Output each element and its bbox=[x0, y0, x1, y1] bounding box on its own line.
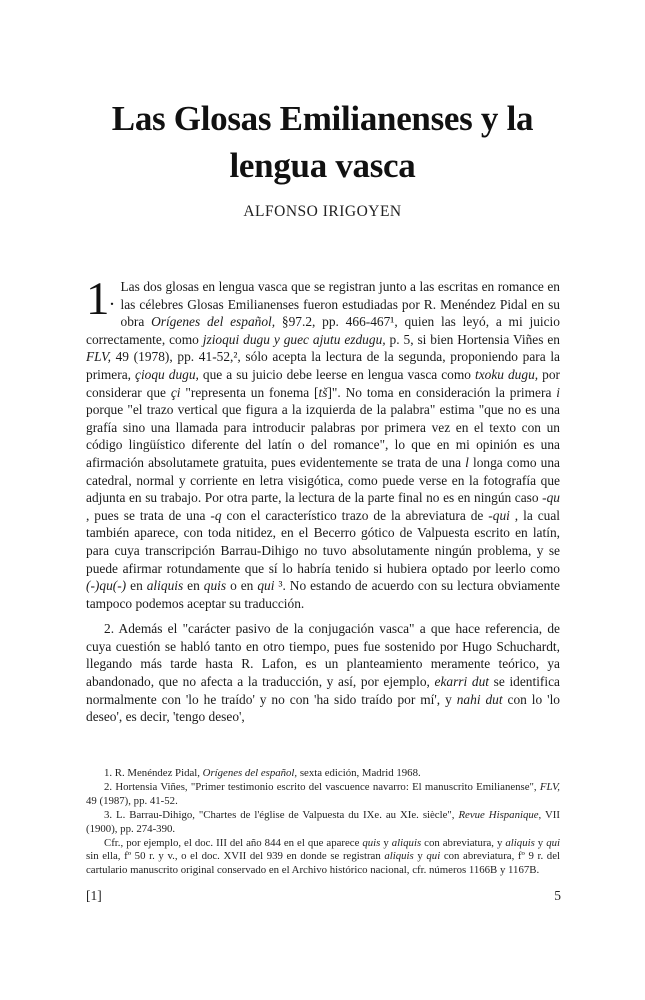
page-number: 5 bbox=[554, 888, 561, 903]
text-segment: con abreviatura, fº 9 r. del cartulario manuscrito original conservado en el Archivo histórico nacional, cfr. números 1166B y 1167B. bbox=[86, 850, 560, 877]
text-segment: ]". No toma en consideración la primera bbox=[327, 384, 557, 400]
text-segment: VII (1900), pp. 274-390. bbox=[86, 808, 560, 835]
italic-text-segment: FLV, bbox=[86, 349, 111, 365]
italic-text-segment: -qu bbox=[542, 490, 560, 506]
text-segment: , pues se trata de una bbox=[86, 507, 211, 523]
text-segment: ³. No estando de acuerdo con su lectura obviamente tampoco podemos aceptar su traducción. bbox=[86, 578, 560, 611]
italic-text-segment: nahi dut bbox=[456, 691, 503, 707]
text-segment: con lo 'lo deseo', es decir, 'tengo deseo', bbox=[86, 691, 560, 725]
paragraph-1 bbox=[86, 273, 561, 612]
text-segment: "representa un fonema [ bbox=[180, 384, 319, 400]
footnote bbox=[86, 767, 560, 781]
text-segment: 2. Además el "carácter pasivo de la conjugación vasca" a que hace referencia, de cuya cuestión se habló tanto en otro tiempo, pues fue sostenido por Hugo Schuchardt, llegando más tarde hasta R. Lafon, es un planteamiento meramente teórico, ya abandonado, que no afecta a la traducción, y así, por ejemplo, bbox=[86, 621, 560, 690]
text-segment: y bbox=[413, 850, 427, 863]
italic-text-segment: aliquis bbox=[146, 578, 184, 594]
italic-text-segment: txoku dugu, bbox=[474, 366, 539, 382]
footnote bbox=[86, 781, 560, 809]
text-segment: se identifica normalmente con 'lo he traído' y no con 'ha sido traído por mí', y bbox=[86, 674, 561, 707]
italic-text-segment: Orígenes del español, bbox=[151, 314, 276, 330]
italic-text-segment: aliquis bbox=[384, 850, 414, 863]
italic-text-segment: qui bbox=[257, 578, 275, 594]
text-segment: Las dos glosas en lengua vasca que se registran junto a las escritas en romance en las célebres Glosas Emilianenses fueron estudiadas por R. Menéndez Pidal en su obra bbox=[120, 279, 560, 330]
footnote bbox=[86, 809, 560, 837]
footnote bbox=[86, 837, 560, 879]
text-segment: o en bbox=[226, 578, 258, 594]
italic-text-segment: aliquis bbox=[391, 836, 422, 849]
author-name: ALFONSO IRIGOYEN bbox=[243, 203, 402, 220]
text-segment: 3. L. Barrau-Dihigo, "Chartes de l'église de Valpuesta du IXe. au XIe. siècle", bbox=[104, 808, 459, 821]
text-segment: y bbox=[534, 836, 547, 849]
text-segment: longa como una catedral, normal y corriente en letra visigótica, como puede verse en la fotografía que adjunta en su trabajo. Por otra parte, la lectura de la parte final no es en ningún caso bbox=[86, 454, 560, 506]
title-line-2: lengua vasca bbox=[229, 146, 416, 185]
italic-text-segment: i bbox=[556, 384, 561, 400]
italic-text-segment: aliquis bbox=[505, 836, 535, 849]
italic-text-segment: -q bbox=[210, 507, 222, 523]
footnotes bbox=[86, 767, 560, 878]
text-segment: que a su juicio debe leerse en lengua vasca como bbox=[198, 366, 475, 382]
italic-text-segment: -qui bbox=[488, 507, 510, 523]
italic-text-segment: (-)qu(-) bbox=[86, 578, 127, 594]
body-text bbox=[86, 273, 561, 726]
italic-text-segment: Orígenes del español, bbox=[202, 767, 298, 779]
italic-text-segment: qui bbox=[426, 850, 441, 863]
text-segment: en bbox=[183, 578, 204, 594]
italic-text-segment: FLV, bbox=[539, 780, 560, 793]
italic-text-segment: qui bbox=[546, 836, 560, 849]
text-segment: , la cual también aparece, con toda nitidez, en el Becerro gótico de Valpuesta escrito en latín, para cuya transcripción Barrau-Dihigo no tuvo absolutamente ningún problema, y se puede afirmar rotundamente que sí lo habría tenido si hubiera optado por leerlo como bbox=[86, 507, 560, 576]
text-segment: p. 5, si bien Hortensia Viñes en bbox=[385, 331, 560, 347]
italic-text-segment: ekarri dut bbox=[434, 674, 489, 690]
text-segment: 49 (1987), pp. 41-52. bbox=[86, 794, 178, 807]
text-segment: porque "el trazo vertical que figura a la izquierda de la palabra" estima "que no es una grafía sino una llamada para introducir palabras por primera vez en el texto con un código lingüístico diferente del latín o del romance", lo que en mi opinión es una afirmación absolutamete gratuita, pues evidentemente se trata de una bbox=[86, 402, 560, 470]
text-segment: y bbox=[380, 836, 392, 849]
italic-text-segment: Revue Hispanique, bbox=[458, 808, 542, 821]
text-segment: 49 (1978), pp. 41-52,², sólo acepta la lectura de la segunda, proponiendo para la primera, bbox=[86, 349, 560, 382]
article-title bbox=[60, 95, 585, 189]
text-segment: sexta edición, Madrid 1968. bbox=[297, 767, 421, 779]
title-line-1: Las Glosas Emilianenses y la bbox=[111, 99, 534, 138]
italic-text-segment: quis bbox=[203, 578, 227, 594]
italic-text-segment: jzioqui dugu y guec ajutu ezdugu, bbox=[202, 331, 386, 347]
text-segment: con abreviatura, y bbox=[421, 836, 506, 849]
italic-text-segment: çioqu dugu, bbox=[135, 366, 199, 382]
dropcap-dot: . bbox=[109, 288, 115, 310]
page-marker: [1] bbox=[86, 888, 102, 903]
text-segment: 2. Hortensia Viñes, "Primer testimonio escrito del vascuence navarro: El manuscrito Emilianense", bbox=[104, 780, 540, 793]
text-segment: sin ella, fº 50 r. y v., o el doc. XVII del 939 en donde se registran bbox=[86, 850, 385, 863]
text-segment: Cfr., por ejemplo, el doc. III del año 844 en el que aparece bbox=[104, 836, 363, 849]
italic-text-segment: çi bbox=[170, 384, 181, 400]
text-segment: por considerar que bbox=[86, 366, 560, 400]
text-segment: con el característico trazo de la abreviatura de bbox=[221, 507, 489, 523]
text-segment: en bbox=[126, 578, 147, 594]
section-number-dropcap bbox=[86, 273, 115, 325]
paragraph-2 bbox=[86, 620, 560, 726]
dropcap-digit: 1 bbox=[86, 273, 110, 325]
italic-text-segment: tš bbox=[318, 384, 328, 400]
text-segment: 1. R. Menéndez Pidal, bbox=[104, 767, 203, 779]
text-segment: §97.2, pp. 466-467¹, quien las leyó, a mi juicio correctamente, como bbox=[86, 314, 560, 347]
italic-text-segment: quis bbox=[362, 836, 381, 849]
italic-text-segment: l bbox=[465, 454, 469, 470]
